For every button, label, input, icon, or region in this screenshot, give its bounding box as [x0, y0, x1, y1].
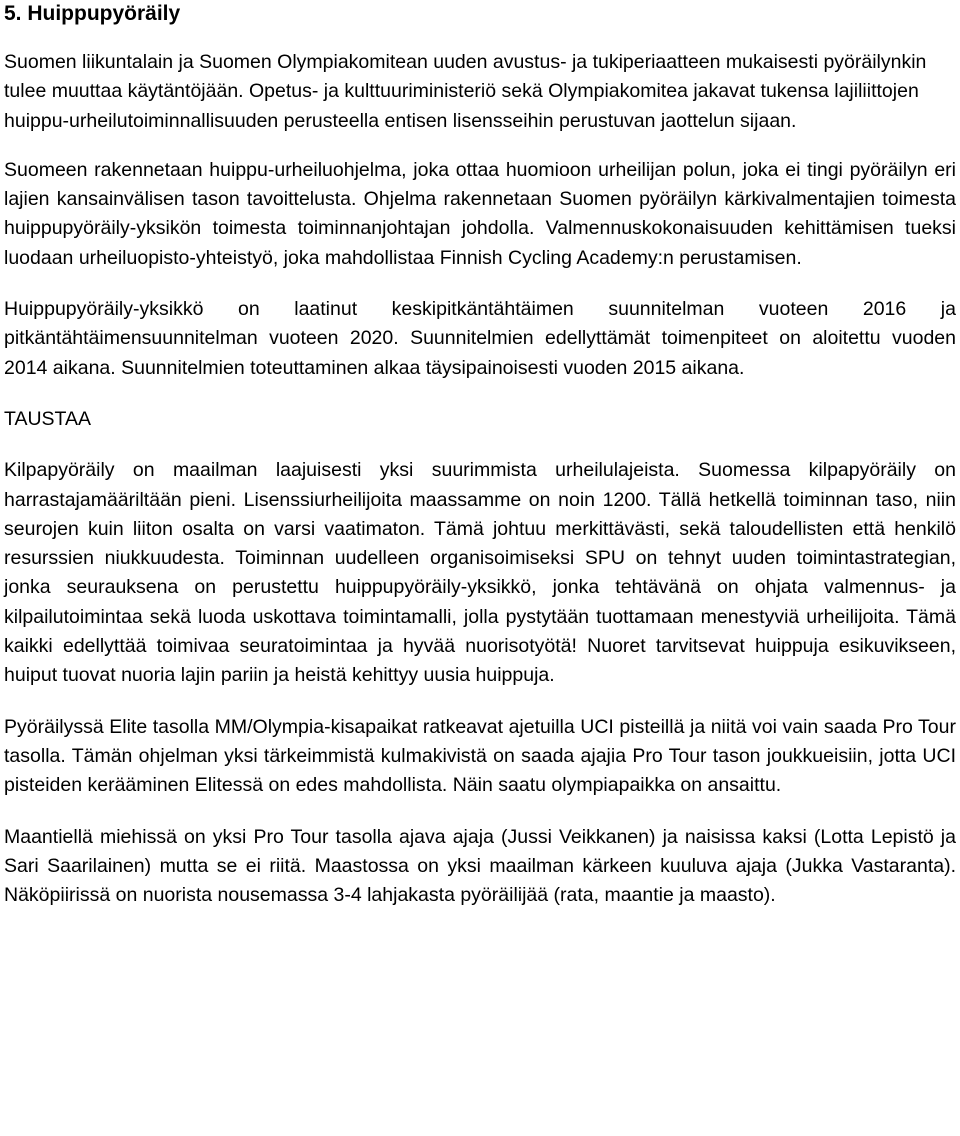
paragraph-background: Kilpapyöräily on maailman laajuisesti yksi suurimmista urheilulajeista. Suomessa kilpapyöräily on harrastajamääriltään pieni. Lisenssiurheilijoita maassamme on noin 1200. Tällä hetkellä toiminnan taso, niin seurojen kuin liiton osalta on varsi vaatimaton. Tämä johtuu merkittävästi, sekä taloudellisten että henkilö resurssien niukkuudesta. Toiminnan uudelleen organisoimiseksi SPU on tehnyt uuden toimintastrategian, jonka seurauksena on perustettu huippupyöräily-yksikkö, jonka tehtävänä on ohjata valmennus- ja kilpailutoimintaa sekä luoda uskottava toimintamalli, jolla pystytään tuottamaan menestyviä urheilijoita. Tämä kaikki edellyttää toimivaa seuratoimintaa ja hyvää nuorisotyötä! Nuoret tarvitsevat huippuja esikuvikseen, huiput tuovat nuoria lajin pariin ja heistä kehittyy uusia huippuja.: [4, 459, 956, 687]
document-page: [4, 0, 956, 910]
paragraph-riders: Maantiellä miehissä on yksi Pro Tour tasolla ajava ajaja (Jussi Veikkanen) ja naisissa kaksi (Lotta Lepistö ja Sari Saarilainen) mutta se ei riitä. Maastossa on yksi maailman kärkeen kuuluva ajaja (Jukka Vastaranta). Näköpiirissä on nuorista nousemassa 3-4 lahjakasta pyöräilijää (rata, maantie ja maasto).: [4, 825, 956, 907]
paragraph-plans: Huippupyöräily-yksikkö on laatinut keskipitkäntähtäimen suunnitelman vuoteen 2016 ja pitkäntähtäimensuunnitelman vuoteen 2020. Suunnitelmien edellyttämät toimenpiteet on aloitettu vuoden 2014 aikana. Suunnitelmien toteuttaminen alkaa täysipainoisesti vuoden 2015 aikana.: [4, 298, 956, 379]
section-heading: TAUSTAA: [4, 407, 92, 430]
paragraph-intro: Suomen liikuntalain ja Suomen Olympiakomitean uuden avustus- ja tukiperiaatteen mukaisesti pyöräilynkin tulee muuttaa käytäntöjään. Opetus- ja kulttuuriministeriö sekä Olympiakomitea jakavat tukensa lajiliittojen huippu-urheilutoiminnallisuuden perusteella entisen lisensseihin perustuvan jaottelun sijaan.: [4, 51, 927, 132]
paragraph-program: Suomeen rakennetaan huippu-urheiluohjelma, joka ottaa huomioon urheilijan polun, joka ei tingi pyöräilyn eri lajien kansainvälisen tason tavoittelusta. Ohjelma rakennetaan Suomen pyöräilyn kärkivalmentajien toimesta huippupyöräily-yksikön toimesta toiminnanjohtajan johdolla. Valmennuskokonaisuuden kehittämisen tueksi luodaan urheiluopisto-yhteistyö, joka mahdollistaa Finnish Cycling Academy:n perustamisen.: [4, 158, 956, 269]
document-title: 5. Huippupyöräily: [4, 2, 181, 25]
paragraph-uci-points: Pyöräilyssä Elite tasolla MM/Olympia-kisapaikat ratkeavat ajetuilla UCI pisteillä ja niitä voi vain saada Pro Tour tasolla. Tämän ohjelman yksi tärkeimmistä kulmakivistä on saada ajajia Pro Tour tason joukkueisiin, jotta UCI pisteiden kerääminen Elitessä on edes mahdollista. Näin saatu olympiapaikka on ansaittu.: [4, 715, 956, 797]
